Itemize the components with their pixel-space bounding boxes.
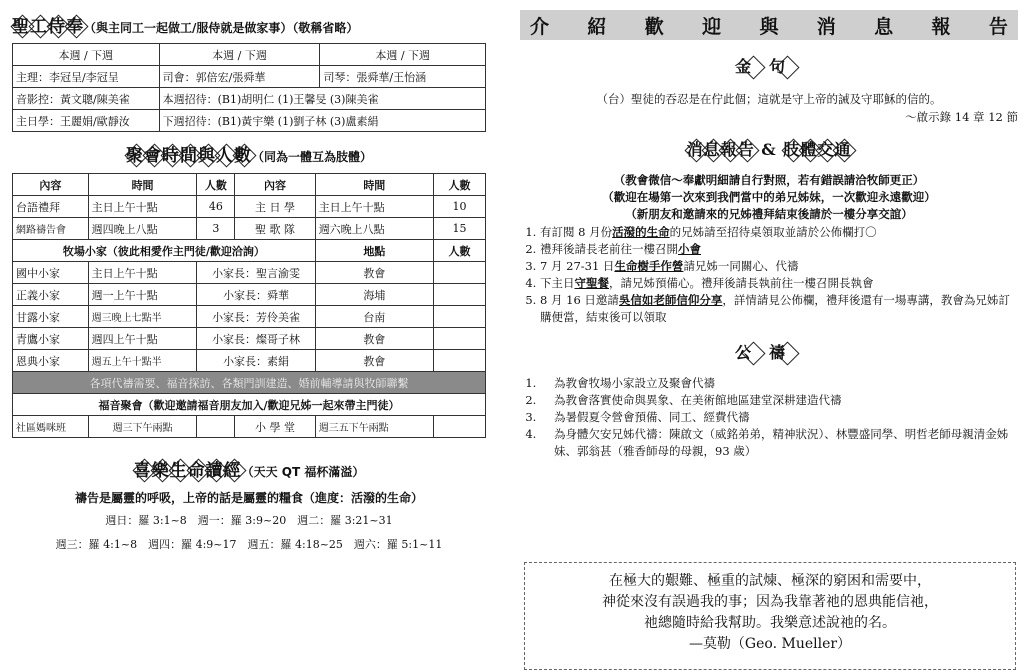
news-title-part (687, 140, 755, 159)
cell-group-cell: 教會 (315, 328, 433, 350)
title-char: 聖 (12, 12, 30, 37)
title-char: 奉 (66, 12, 84, 37)
title-char: 喜 (134, 456, 152, 481)
prayer-heading (520, 340, 1018, 363)
title-char: 間 (180, 141, 198, 166)
g-cell: 網路禱告會 (13, 218, 89, 240)
service-title (12, 17, 84, 37)
gospel-cell: 小 學 堂 (235, 416, 315, 438)
title-char: 命 (188, 456, 206, 481)
title-char: 體 (800, 137, 817, 160)
news-text: 7 月 27-31 日 (540, 259, 615, 273)
prayer-list (520, 375, 1018, 460)
title-char: 數 (234, 141, 252, 166)
cell-group-cell: 小家長：聖言渝雯 (197, 262, 315, 284)
prayer-title (735, 343, 803, 362)
cell-group-cell: 正義小家 (13, 284, 89, 306)
banner-char: 息 (874, 15, 894, 38)
cell-group-cell: 週三晚上七點半 (88, 306, 197, 328)
list-item (540, 258, 1018, 275)
ampersand: & (754, 140, 784, 159)
news-text: 的兄姊請至招待桌領取並請於公佈欄打〇 (669, 225, 877, 239)
bible-schedule-2: 週三：羅 4:1~8 週四：羅 4:9~17 週五：羅 4:18~25 週六：羅 5:1~11 (55, 538, 443, 551)
g-cell: 台語禮拜 (13, 196, 89, 218)
title-char: 經 (224, 456, 242, 481)
gospel-header: 福音聚會（歡迎邀請福音朋友加入/歡迎兄姊一起來帶主門徒） (13, 394, 486, 416)
gathering-subtitle: （同為一體互為肢體） (251, 150, 372, 164)
roster-cell: 本週招待：(B1)胡明仁 (1)王馨旻 (3)陳美雀 (159, 88, 485, 110)
news-text: 生命樹手作營 (614, 259, 684, 273)
left-column (12, 10, 486, 552)
cell-header: 牧場小家（彼此相愛作主門徒/歡迎洽詢） (13, 240, 316, 262)
roster-cell: 音影控：黃文聰/陳美雀 (13, 88, 160, 110)
news-text: 活潑的生命 (612, 225, 670, 239)
cell-group-cell (433, 328, 485, 350)
table-row (13, 262, 486, 284)
cell-group-cell: 週五上午十點半 (88, 350, 197, 372)
title-char: 聚 (126, 141, 144, 166)
verse-title (735, 57, 803, 76)
bible-heading (12, 456, 486, 481)
list-item (540, 224, 1018, 241)
banner-char: 介 (530, 15, 550, 38)
gathering-heading (12, 141, 486, 166)
news-text: 小會 (678, 242, 701, 256)
title-char: 禱 (769, 340, 803, 363)
g-cell: 主日上午十點 (315, 196, 433, 218)
quote-line: 祂總隨時給我幫助。我樂意述說祂的名。 (644, 615, 896, 631)
title-char: 工 (30, 12, 48, 37)
title-char: 讀 (206, 456, 224, 481)
quote-line: —莫勒（Geo. Mueller） (688, 636, 852, 652)
news-intro: （歡迎在場第一次來到我們當中的弟兄姊妹，一次歡迎永遠歡迎） (602, 190, 936, 204)
news-text: 下主日 (540, 276, 575, 290)
cell-header: 地點 (315, 240, 433, 262)
bible-motto: 禱告是屬靈的呼吸，上帝的話是屬靈的糧食（進度：活潑的生命） (74, 491, 423, 505)
cell-group-cell: 週四上午十點 (88, 328, 197, 350)
g-cell: 聖 歌 隊 (235, 218, 315, 240)
cell-group-cell: 小家長：芳伶美雀 (197, 306, 315, 328)
verse-text: （台）聖徒的吞忍是在佇此個；這就是守上帝的誡及守耶穌的信的。 (596, 92, 942, 106)
cell-group-cell: 恩典小家 (13, 350, 89, 372)
roster-cell: 司會：郭倍宏/張舜華 (159, 66, 320, 88)
list-item (540, 241, 1018, 258)
title-char: 通 (834, 137, 851, 160)
g-cell: 週四晚上八點 (88, 218, 197, 240)
gathering-title (126, 146, 252, 166)
roster-header: 本週 / 下週 (320, 44, 486, 66)
list-item: 4. 為身體欠安兄姊代禱：陳啟文（威銘弟弟，精神狀況）、林豐盛同學、明哲老師母親清金姊妹、郭翁甚（雅香師母的母親，93 歲） (540, 426, 1018, 460)
gospel-cell: 週三五下午兩點 (315, 416, 433, 438)
service-subtitle: （與主同工一起做工/服侍就是做家事）（敬稱省略） (84, 21, 359, 35)
roster-cell: 下週招待：(B1)黃宇樂 (1)劉子林 (3)盧素絹 (159, 110, 485, 132)
bible-title (134, 461, 242, 481)
contact-note: 各項代禱需要、福音探訪、各類門訓建造、婚前輔導請與牧師聯繫 (13, 372, 486, 394)
news-text: 8 月 16 日邀請 (540, 293, 619, 307)
g-cell: 15 (433, 218, 485, 240)
cell-group-cell: 青鷹小家 (13, 328, 89, 350)
title-char: 交 (817, 137, 834, 160)
table-row (13, 284, 486, 306)
title-char: 侍 (48, 12, 66, 37)
news-list (520, 224, 1018, 326)
title-char: 告 (738, 137, 755, 160)
cell-group-cell: 主日上午十點 (88, 262, 197, 284)
list-item: 2. 為教會落實使命與異象、在美術館地區建堂深耕建造代禱 (540, 392, 1018, 409)
list-item (540, 275, 1018, 292)
cell-group-cell (433, 284, 485, 306)
gospel-cell (197, 416, 235, 438)
cell-group-cell: 週一上午十點 (88, 284, 197, 306)
cell-group-cell: 小家長：燦哥子林 (197, 328, 315, 350)
g-cell: 主 日 學 (235, 196, 315, 218)
title-char: 樂 (152, 456, 170, 481)
cell-group-cell: 甘露小家 (13, 306, 89, 328)
table-row (13, 306, 486, 328)
title-char: 消 (687, 137, 704, 160)
verse-heading (520, 54, 1018, 77)
title-banner (520, 10, 1018, 40)
title-char: 會 (144, 141, 162, 166)
g-header: 內容 (235, 174, 315, 196)
title-char: 公 (735, 340, 769, 363)
cell-group-cell: 台南 (315, 306, 433, 328)
cell-group-cell (433, 306, 485, 328)
gathering-table (12, 173, 486, 438)
list-item (540, 292, 1018, 326)
cell-group-rows (13, 262, 486, 372)
roster-cell: 主理：李冠呈/李冠呈 (13, 66, 160, 88)
news-text: 守聖餐 (574, 276, 609, 290)
title-char: 息 (704, 137, 721, 160)
banner-char: 告 (988, 15, 1008, 38)
g-header: 時間 (88, 174, 197, 196)
cell-group-cell: 教會 (315, 350, 433, 372)
g-cell: 3 (197, 218, 235, 240)
title-char: 金 (735, 54, 769, 77)
title-char: 與 (198, 141, 216, 166)
quote-box (524, 562, 1016, 670)
roster-header: 本週 / 下週 (13, 44, 160, 66)
cell-header: 人數 (433, 240, 485, 262)
gospel-cell: 週三下午兩點 (88, 416, 197, 438)
banner-char: 與 (759, 15, 779, 38)
banner-char: 迎 (702, 15, 722, 38)
right-column (520, 10, 1018, 652)
list-item: 3. 為暑假夏令營會預備、同工、經費代禱 (540, 409, 1018, 426)
news-text: ，請兄姊預備心。禮拜後請長執前往一樓召開長執會 (609, 276, 874, 290)
g-cell: 10 (433, 196, 485, 218)
cell-group-cell: 教會 (315, 262, 433, 284)
banner-char: 報 (931, 15, 951, 38)
roster-cell: 司琴：張舜華/王怡涵 (320, 66, 486, 88)
title-char: 句 (769, 54, 803, 77)
table-row (13, 350, 486, 372)
g-header: 內容 (13, 174, 89, 196)
cell-group-cell (433, 350, 485, 372)
title-char: 報 (721, 137, 738, 160)
title-char: 生 (170, 456, 188, 481)
news-intro: （新朋友和邀請來的兄姊禮拜結束後請於一樓分享交誼） (625, 207, 913, 221)
banner-char: 紹 (587, 15, 607, 38)
service-heading (12, 12, 486, 37)
bible-schedule-1: 週日：羅 3:1~8 週一：羅 3:9~20 週二：羅 3:21~31 (105, 514, 393, 527)
g-header: 人數 (433, 174, 485, 196)
verse-reference: ～啟示錄 14 章 12 節 (905, 110, 1018, 124)
news-heading (520, 137, 1018, 160)
news-text: 有訂閱 8 月份 (540, 225, 613, 239)
news-text: ，詳情請見公佈欄，禮拜後還有一場專講，教會為兄姊訂購便當，結束後可以領取 (540, 293, 1010, 324)
news-intro: （教會微信～奉獻明細請自行對照，若有錯誤請洽牧師更正） (613, 173, 925, 187)
cell-group-cell: 海埔 (315, 284, 433, 306)
cell-group-cell (433, 262, 485, 284)
g-cell: 週六晚上八點 (315, 218, 433, 240)
title-char: 肢 (783, 137, 800, 160)
cell-group-cell: 國中小家 (13, 262, 89, 284)
gospel-cell: 社區媽咪班 (13, 416, 89, 438)
cell-group-cell: 小家長：素絹 (197, 350, 315, 372)
quote-line: 在極大的艱難、極重的試煉、極深的窮困和需要中， (609, 573, 931, 589)
news-text: 禮拜後請長老前往一樓召開 (540, 242, 678, 256)
banner-char: 歡 (644, 15, 664, 38)
roster-cell: 主日學：王麗娟/歐靜汝 (13, 110, 160, 132)
title-char: 人 (216, 141, 234, 166)
news-text: 吳信如老師信仰分享 (618, 293, 723, 307)
gospel-cell (433, 416, 485, 438)
cell-group-cell: 小家長：舜華 (197, 284, 315, 306)
title-char: 時 (162, 141, 180, 166)
g-cell: 46 (197, 196, 235, 218)
roster-header: 本週 / 下週 (159, 44, 320, 66)
quote-line: 神從來沒有誤過我的事；因為我靠著祂的恩典能信祂， (602, 594, 938, 610)
g-cell: 主日上午十點 (88, 196, 197, 218)
roster-table (12, 43, 486, 132)
banner-char: 消 (816, 15, 836, 38)
news-text: 請兄姊一同關心、代禱 (683, 259, 799, 273)
g-header: 人數 (197, 174, 235, 196)
g-header: 時間 (315, 174, 433, 196)
bible-subtitle: （天天 QT 福杯滿溢） (241, 465, 365, 479)
list-item: 1. 為教會牧場小家設立及聚會代禱 (540, 375, 1018, 392)
table-row (13, 328, 486, 350)
news-title (687, 140, 852, 159)
